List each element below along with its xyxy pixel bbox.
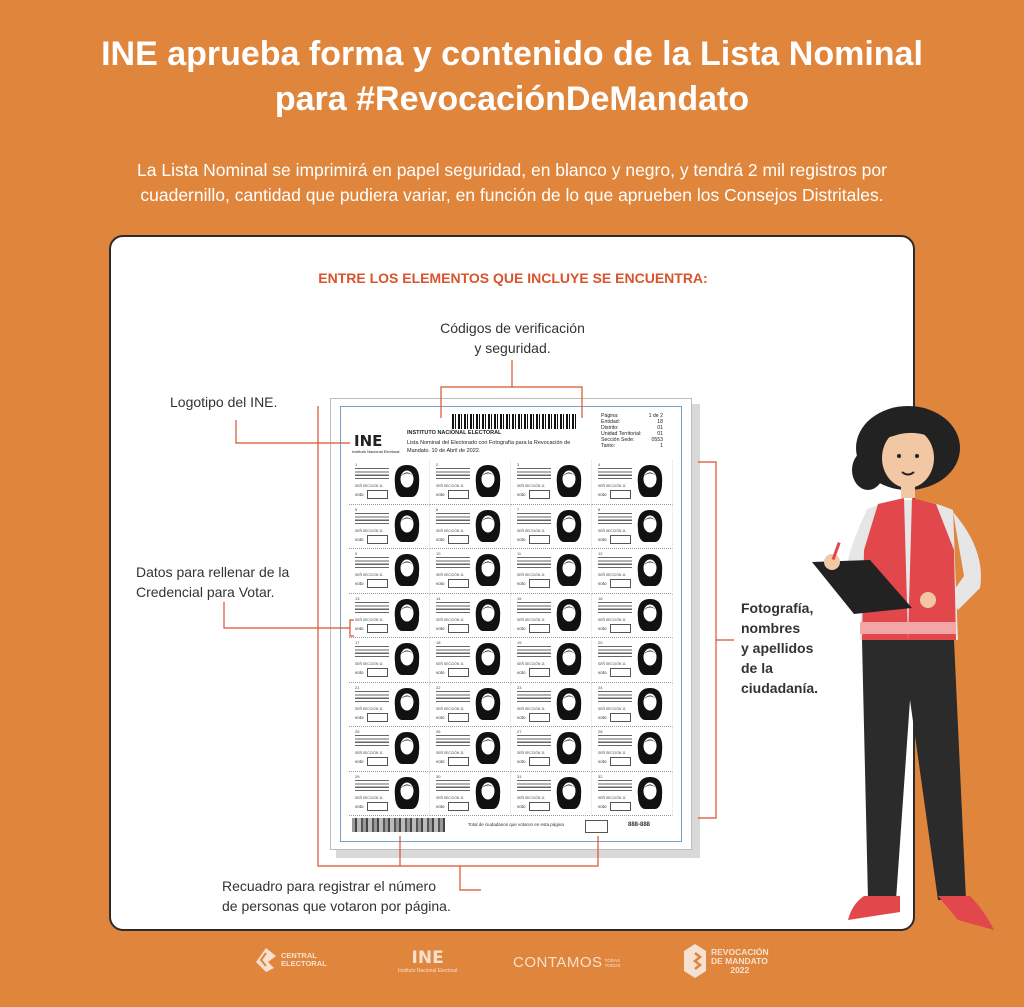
record-vote-label: voto <box>436 625 445 631</box>
record-section: SEÑ SECCIÓN 11 <box>355 662 383 666</box>
record-number: 15 <box>517 595 522 601</box>
record-number: 12 <box>598 551 603 556</box>
revo-line: REVOCACIÓN <box>711 946 769 957</box>
record-vote-label: voto <box>598 536 607 542</box>
meta-key: Distrito: <box>601 425 619 432</box>
label-foto-line: nombres <box>741 620 801 636</box>
label-foto-line: Fotografía, <box>741 600 814 616</box>
label-datos <box>136 562 289 602</box>
central-line: ELECTORAL <box>281 959 327 968</box>
record-vote-label: voto <box>436 803 445 809</box>
label-codes <box>400 318 625 358</box>
codes-connector <box>441 360 512 418</box>
partner-logos <box>0 942 1024 992</box>
record-vote-label: voto <box>598 625 607 631</box>
meta-key: Sección Sede: <box>601 437 635 444</box>
logo-connector <box>236 420 350 443</box>
record-vote-label: voto <box>598 492 607 497</box>
record-number: 25 <box>355 729 360 734</box>
foto-bracket <box>698 462 716 818</box>
record-number: 20 <box>598 640 603 645</box>
subtitle-line-1: La Lista Nominal se imprimirá en papel seguridad, en blanco y negro, y tendrá 2 mil registros por <box>137 160 887 180</box>
ine-footer-logo <box>398 950 457 974</box>
record-vote-label: voto <box>436 670 445 675</box>
record-vote-label: voto <box>517 714 526 720</box>
record-section: SEÑ SECCIÓN 11 <box>517 795 545 800</box>
record-section: SEÑ SECCIÓN 11 <box>355 484 383 488</box>
card-heading: ENTRE LOS ELEMENTOS QUE INCLUYE SE ENCUENTRA: <box>318 270 708 286</box>
record-section: SEÑ SECCIÓN 11 <box>436 662 464 666</box>
record-number: 10 <box>436 551 441 556</box>
record-number: 16 <box>598 595 603 601</box>
meta-value: 0553 <box>651 437 663 444</box>
footer-total-label: Total de ciudadanos que votaron en esta página <box>468 822 564 827</box>
label-datos-line: Credencial para Votar. <box>136 584 275 600</box>
record-number: 24 <box>598 684 603 690</box>
document-org: INSTITUTO NACIONAL ELECTORAL <box>407 430 502 436</box>
record-number: 9 <box>355 551 358 556</box>
record-section: SEÑ SECCIÓN 11 <box>517 617 545 622</box>
record-number: 13 <box>355 595 360 601</box>
record-section: SEÑ SECCIÓN 11 <box>436 617 464 622</box>
document-description: Lista Nominal del Electorado con Fotografía para la Revocación de Mandato. 10 de Abril de 2022. <box>407 440 571 454</box>
ine-footer-logo-sub: Instituto Nacional Electoral <box>398 968 458 974</box>
record-section: SEÑ SECCIÓN 11 <box>517 528 545 533</box>
record-vote-label: voto <box>517 759 526 764</box>
label-foto-line: y apellidos <box>741 640 814 656</box>
label-fotografia <box>741 598 818 698</box>
datos-bracket <box>350 620 354 636</box>
central-electoral-text <box>281 952 327 968</box>
record-section: SEÑ SECCIÓN 11 <box>436 706 464 711</box>
meta-key: Entidad: <box>601 419 621 426</box>
record-section: SEÑ SECCIÓN 11 <box>517 751 545 755</box>
meta-value: 18 <box>657 419 663 426</box>
revo-line: DE MANDATO <box>711 955 768 966</box>
record-section: SEÑ SECCIÓN 11 <box>517 706 545 711</box>
record-section: SEÑ SECCIÓN 11 <box>355 795 383 800</box>
record-number: 7 <box>517 506 520 512</box>
contamos-side-line: TODOS <box>604 962 621 968</box>
record-section: SEÑ SECCIÓN 11 <box>598 706 626 711</box>
record-vote-label: voto <box>598 714 607 720</box>
footer-code: 888-888 <box>628 822 651 828</box>
record-number: 32 <box>598 773 603 779</box>
record-vote-label: voto <box>517 492 526 497</box>
record-vote-label: voto <box>355 581 364 586</box>
contamos-side-line: TODAS <box>604 957 620 963</box>
meta-value: 01 <box>657 425 663 432</box>
record-number: 14 <box>436 595 441 601</box>
record-number: 29 <box>355 773 360 779</box>
meta-key: Unidad Territorial: <box>601 431 642 438</box>
record-number: 26 <box>436 729 441 734</box>
title-line-2: para #RevocaciónDeMandato <box>274 80 750 118</box>
record-vote-label: voto <box>355 670 364 675</box>
record-vote-label: voto <box>355 536 364 542</box>
record-section: SEÑ SECCIÓN 11 <box>436 528 464 533</box>
record-number: 6 <box>436 506 439 512</box>
record-vote-label: voto <box>355 625 364 631</box>
label-codes-line: y seguridad. <box>474 340 551 356</box>
record-section: SEÑ SECCIÓN 11 <box>355 617 383 622</box>
record-vote-label: voto <box>355 759 364 764</box>
record-vote-label: voto <box>517 536 526 542</box>
datos-connector <box>224 602 350 628</box>
record-vote-label: voto <box>436 759 445 764</box>
label-recuadro-line: de personas que votaron por página. <box>222 898 451 914</box>
record-number: 1 <box>355 462 358 467</box>
contamos-side <box>605 958 621 968</box>
label-datos-line: Datos para rellenar de la <box>136 564 290 580</box>
record-vote-label: voto <box>436 714 445 720</box>
record-number: 21 <box>355 684 360 690</box>
revocacion-logo <box>684 944 769 978</box>
record-number: 23 <box>517 684 522 690</box>
record-vote-label: voto <box>355 714 364 720</box>
revo-year: 2022 <box>730 964 750 975</box>
record-number: 28 <box>598 729 603 734</box>
record-section: SEÑ SECCIÓN 11 <box>517 484 545 488</box>
record-number: 18 <box>436 640 441 645</box>
record-number: 4 <box>598 462 601 467</box>
contamos-logo <box>513 954 620 971</box>
record-section: SEÑ SECCIÓN 11 <box>598 573 626 577</box>
record-section: SEÑ SECCIÓN 11 <box>436 795 464 800</box>
record-section: SEÑ SECCIÓN 11 <box>598 617 626 622</box>
woman-with-clipboard-illustration <box>808 400 1008 950</box>
record-vote-label: voto <box>436 536 445 542</box>
record-number: 30 <box>436 773 441 779</box>
record-section: SEÑ SECCIÓN 11 <box>517 573 545 577</box>
record-number: 27 <box>517 729 522 734</box>
record-number: 3 <box>517 462 520 467</box>
label-logo: Logotipo del INE. <box>170 394 278 410</box>
meta-value: 1 de 2 <box>648 413 663 419</box>
record-section: SEÑ SECCIÓN 11 <box>598 528 626 533</box>
record-number: 11 <box>517 551 522 556</box>
record-vote-label: voto <box>436 492 445 497</box>
meta-key: Página: <box>601 413 619 419</box>
record-section: SEÑ SECCIÓN 11 <box>355 706 383 711</box>
label-recuadro <box>222 876 451 916</box>
record-section: SEÑ SECCIÓN 11 <box>436 573 464 577</box>
ine-logo-sub: Instituto Nacional Electoral <box>352 449 400 454</box>
ine-logo-text: INE <box>354 432 383 450</box>
record-section: SEÑ SECCIÓN 11 <box>598 484 626 488</box>
record-number: 8 <box>598 506 601 512</box>
record-vote-label: voto <box>517 803 526 809</box>
record-number: 2 <box>436 462 439 467</box>
meta-value: 01 <box>657 431 663 438</box>
record-vote-label: voto <box>598 803 607 809</box>
record-number: 31 <box>517 773 522 779</box>
title-line-1: INE aprueba forma y contenido de la Lista Nominal <box>101 35 923 73</box>
record-number: 22 <box>436 684 441 690</box>
label-foto-line: de la <box>741 660 773 676</box>
record-vote-label: voto <box>598 670 607 675</box>
record-vote-label: voto <box>517 670 526 675</box>
record-section: SEÑ SECCIÓN 11 <box>517 662 545 666</box>
record-section: SEÑ SECCIÓN 11 <box>436 484 464 488</box>
label-codes-line: Códigos de verificación <box>440 320 585 336</box>
ine-footer-logo-text: INE <box>411 948 444 968</box>
record-vote-label: voto <box>355 803 364 809</box>
record-section: SEÑ SECCIÓN 11 <box>598 795 626 800</box>
record-vote-label: voto <box>598 759 607 764</box>
record-number: 19 <box>517 640 522 645</box>
central-line: CENTRAL <box>281 951 317 960</box>
subtitle-line-2: cuadernillo, cantidad que pudiera variar, en función de lo que aprueben los Consejos Distritales. <box>140 185 884 205</box>
record-vote-label: voto <box>517 625 526 631</box>
record-number: 17 <box>355 640 360 645</box>
contamos-text: CONTAMOS <box>513 954 603 971</box>
revocacion-hexagon-icon <box>684 944 706 978</box>
central-electoral-logo <box>256 948 327 972</box>
record-vote-label: voto <box>436 581 445 586</box>
record-vote-label: voto <box>355 492 364 497</box>
record-vote-label: voto <box>598 581 607 586</box>
meta-value: 1 <box>660 443 663 450</box>
record-section: SEÑ SECCIÓN 11 <box>355 573 383 577</box>
record-section: SEÑ SECCIÓN 11 <box>355 528 383 533</box>
meta-key: Tanto: <box>601 443 616 450</box>
record-vote-label: voto <box>517 581 526 586</box>
revocacion-text <box>711 948 769 975</box>
record-section: SEÑ SECCIÓN 11 <box>355 751 383 755</box>
record-section: SEÑ SECCIÓN 11 <box>598 662 626 666</box>
recuadro-connector-down <box>460 866 481 890</box>
codes-connector-right <box>512 387 582 418</box>
label-foto-line: ciudadanía. <box>741 680 819 696</box>
record-section: SEÑ SECCIÓN 11 <box>436 751 464 755</box>
record-number: 5 <box>355 506 358 512</box>
central-electoral-icon <box>256 948 276 972</box>
record-section: SEÑ SECCIÓN 11 <box>598 751 626 755</box>
label-recuadro-line: Recuadro para registrar el número <box>222 878 436 894</box>
